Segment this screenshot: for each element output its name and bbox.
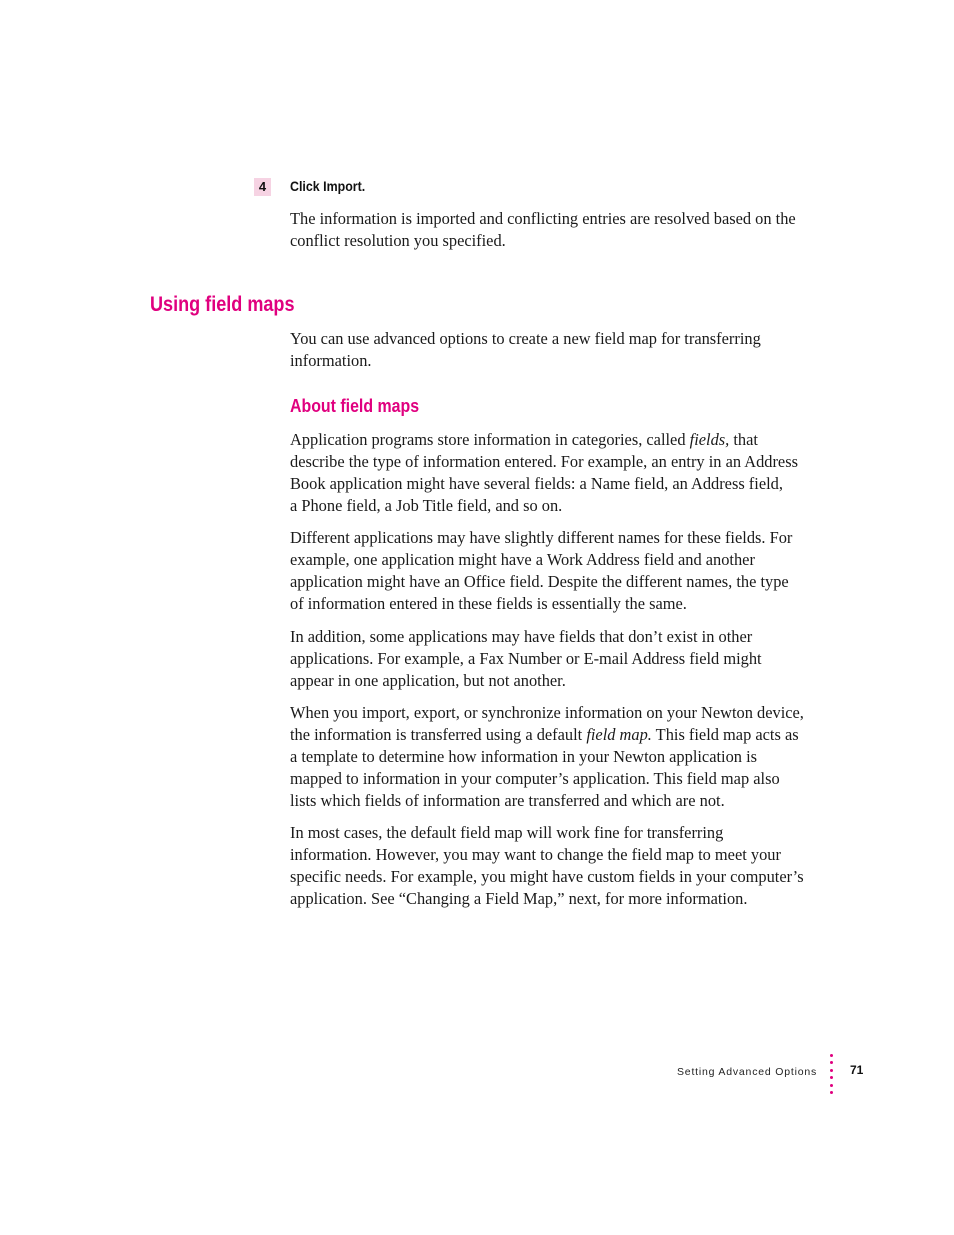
text-line: a Phone field, a Job Title field, and so on. — [290, 496, 563, 515]
section-intro-paragraph — [290, 328, 840, 372]
text-run: that — [729, 430, 758, 449]
text-line: When you import, export, or synchronize information on your Newton device, — [290, 703, 804, 722]
text-line: information. — [290, 351, 372, 370]
text-line: applications. For example, a Fax Number or E-mail Address field might — [290, 649, 762, 668]
text-line: In most cases, the default field map will work fine for transferring — [290, 823, 724, 842]
text-line: specific needs. For example, you might have custom fields in your computer’s — [290, 867, 804, 886]
paragraph-fields-definition — [290, 429, 840, 517]
page-number: 71 — [850, 1063, 864, 1077]
paragraph-change-field-map — [290, 822, 840, 910]
footer-dotted-divider — [829, 1054, 833, 1094]
text-line: conflict resolution you specified. — [290, 231, 506, 250]
paragraph-default-field-map — [290, 702, 840, 812]
step-number-badge: 4 — [254, 178, 271, 196]
text-line: application. See “Changing a Field Map,” next, for more information. — [290, 889, 748, 908]
text-line: You can use advanced options to create a new field map for transferring — [290, 329, 761, 348]
subsection-heading: About field maps — [290, 395, 420, 416]
text-line: of information entered in these fields is essentially the same. — [290, 594, 687, 613]
text-line: a template to determine how information in your Newton application is — [290, 747, 758, 766]
text-run: the information is transferred using a default — [290, 725, 587, 744]
step-result-paragraph — [290, 208, 840, 252]
text-run: Application programs store information in categories, called — [290, 430, 690, 449]
italic-term: fields, — [689, 430, 730, 449]
italic-term: field map. — [586, 725, 652, 744]
footer-chapter-label: Setting Advanced Options — [677, 1066, 818, 1078]
text-line: example, one application might have a Work Address field and another — [290, 550, 755, 569]
text-line: Different applications may have slightly different names for these fields. For — [290, 528, 793, 547]
text-line: Book application might have several fields: a Name field, an Address field, — [290, 474, 783, 493]
paragraph-different-names — [290, 527, 840, 615]
text-line: lists which fields of information are transferred and which are not. — [290, 791, 725, 810]
step-instruction: Click Import. — [290, 179, 366, 194]
text-line: In addition, some applications may have fields that don’t exist in other — [290, 627, 753, 646]
text-line: The information is imported and conflicting entries are resolved based on the — [290, 209, 796, 228]
text-line: mapped to information in your computer’s application. This field map also — [290, 769, 780, 788]
text-line: describe the type of information entered. For example, an entry in an Address — [290, 452, 798, 471]
text-line — [290, 430, 758, 449]
section-heading: Using field maps — [150, 293, 295, 316]
paragraph-missing-fields — [290, 626, 840, 692]
text-line: information. However, you may want to change the field map to meet your — [290, 845, 781, 864]
text-line: application might have an Office field. Despite the different names, the type — [290, 572, 789, 591]
text-run: This field map acts as — [651, 725, 799, 744]
text-line — [290, 725, 799, 744]
text-line: appear in one application, but not another. — [290, 671, 566, 690]
